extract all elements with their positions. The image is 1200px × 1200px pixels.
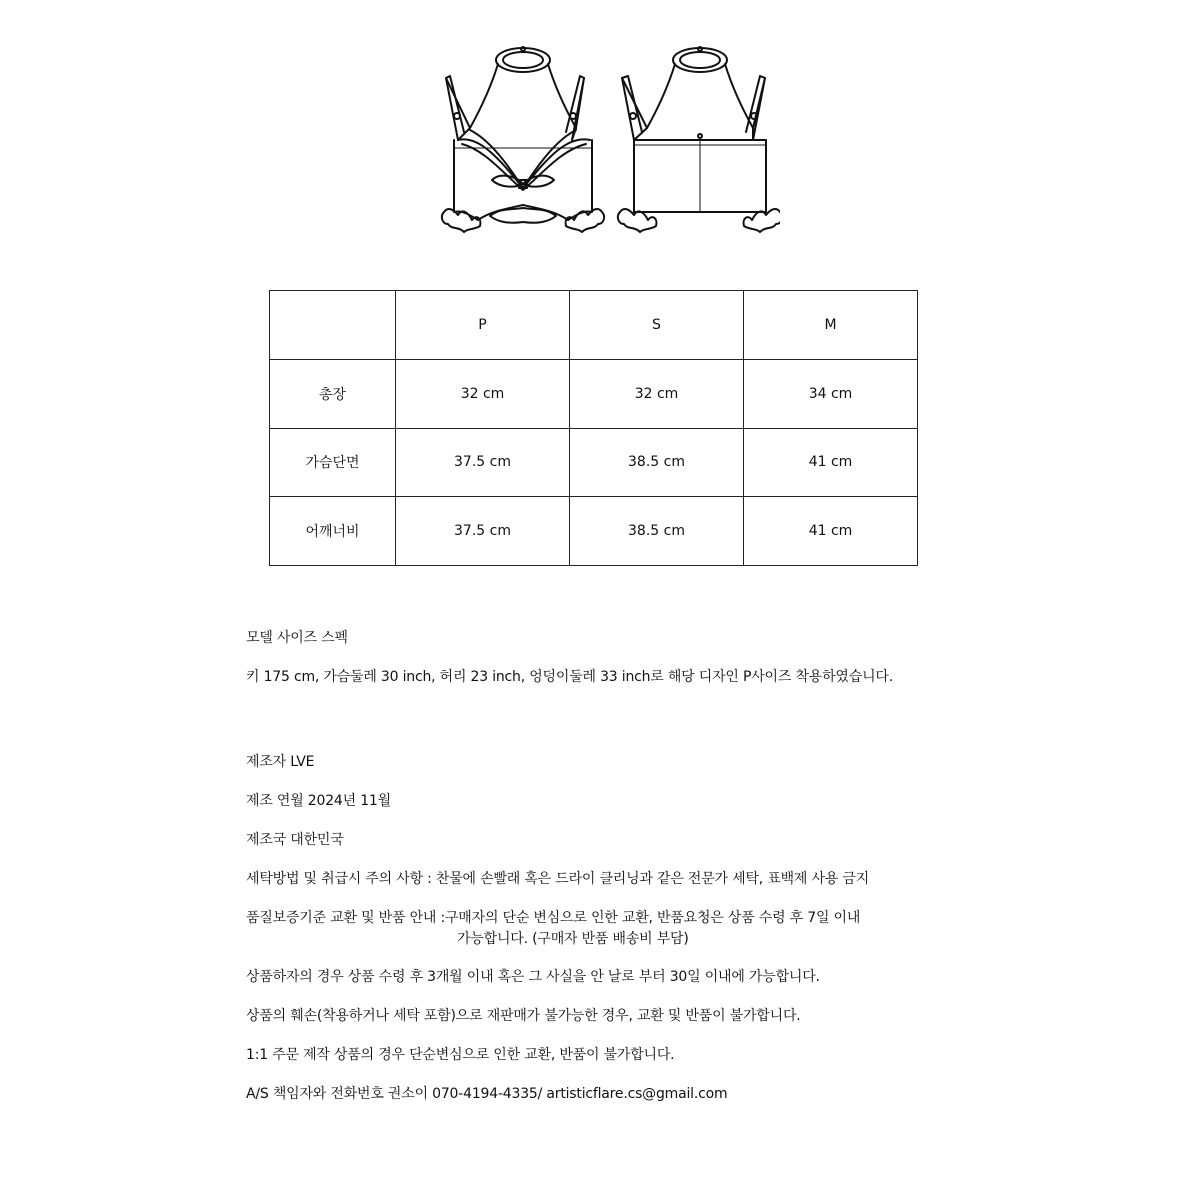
table-cell: 37.5 cm <box>396 497 570 566</box>
table-row <box>270 428 918 497</box>
care-instructions-text: 세탁방법 및 취급시 주의 사항 : 찬물에 손빨래 혹은 드라이 클리닝과 같은 전문가 세탁, 표백제 사용 금지 <box>246 871 870 887</box>
defect-policy-text: 상품하자의 경우 상품 수령 후 3개월 이내 혹은 그 사실을 안 날로 부터 30일 이내에 가능합니다. <box>246 969 820 985</box>
country-of-origin-text: 제조국 대한민국 <box>246 832 344 848</box>
table-row <box>270 497 918 566</box>
table-cell: 41 cm <box>744 497 918 566</box>
table-cell: 37.5 cm <box>396 428 570 497</box>
table-cell: 41 cm <box>744 428 918 497</box>
manufacturer-text: 제조자 LVE <box>246 754 315 770</box>
back-view-sketch <box>618 47 780 232</box>
table-cell: 34 cm <box>744 359 918 428</box>
header-cell-p: P <box>396 291 570 360</box>
garment-flat-sketch <box>430 40 780 245</box>
row-label: 어깨너비 <box>270 497 396 566</box>
table-header-row <box>270 291 918 360</box>
warranty-policy-text: 품질보증기준 교환 및 반품 안내 :구매자의 단순 변심으로 인한 교환, 반품요청은 상품 수령 후 7일 이내 <box>246 910 861 926</box>
header-cell-empty <box>270 291 396 360</box>
row-label: 총장 <box>270 359 396 428</box>
custom-order-policy-text: 1:1 주문 제작 상품의 경우 단순변심으로 인한 교환, 반품이 불가합니다. <box>246 1047 675 1063</box>
row-label: 가슴단면 <box>270 428 396 497</box>
table-row <box>270 359 918 428</box>
manufacture-date-text: 제조 연월 2024년 11월 <box>246 793 391 809</box>
damage-policy-text: 상품의 훼손(착용하거나 세탁 포함)으로 재판매가 불가능한 경우, 교환 및 반품이 불가합니다. <box>246 1008 801 1024</box>
model-size-heading: 모델 사이즈 스펙 <box>246 630 348 646</box>
table-cell: 32 cm <box>396 359 570 428</box>
size-chart-table <box>269 290 918 566</box>
table-cell: 32 cm <box>570 359 744 428</box>
as-contact-text: A/S 책임자와 전화번호 권소이 070-4194-4335/ artisticflare.cs@gmail.com <box>246 1086 728 1102</box>
table-cell: 38.5 cm <box>570 428 744 497</box>
warranty-policy-text-continued: 가능합니다. (구매자 반품 배송비 부담) <box>457 931 689 947</box>
header-cell-m: M <box>744 291 918 360</box>
front-view-sketch <box>442 47 604 232</box>
table-cell: 38.5 cm <box>570 497 744 566</box>
header-cell-s: S <box>570 291 744 360</box>
model-size-spec: 키 175 cm, 가슴둘레 30 inch, 허리 23 inch, 엉덩이둘레 33 inch로 해당 디자인 P사이즈 착용하였습니다. <box>246 669 893 685</box>
